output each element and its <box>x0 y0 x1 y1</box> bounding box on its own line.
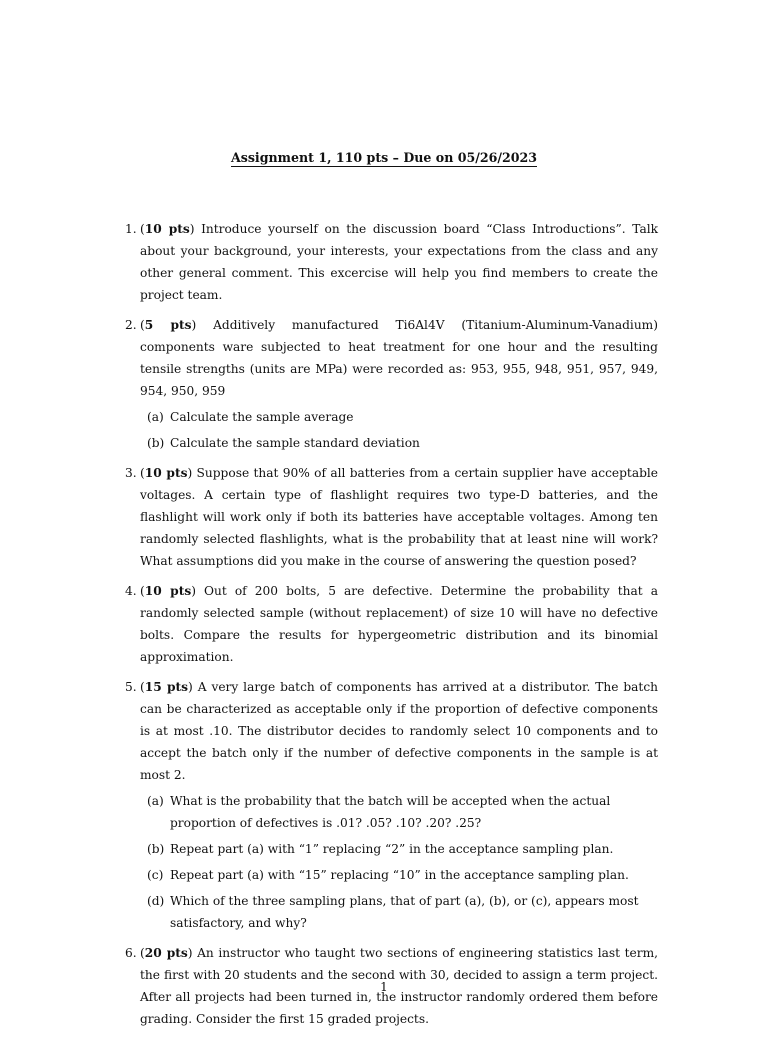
subquestion <box>140 790 658 834</box>
subquestion-label: (a) <box>147 794 164 808</box>
subquestion-list <box>140 790 658 934</box>
subquestion <box>140 432 658 454</box>
problem-number: 3. <box>125 466 137 480</box>
problem-points: 5 pts <box>144 318 192 332</box>
problem-text: Additively manufactured Ti6Al4V (Titanium-Aluminum-Vanadium) components ware subjected to heat treatment for one hour and the resulting tensile strengths (units are MPa) were recorded as: 953, 955, 948, 951, 957, 949, 954, 950, 959 <box>140 318 658 398</box>
problem-text: A very large batch of components has arrived at a distributor. The batch can be characterized as acceptable only if the proportion of defective components is at most .10. The distributor decides to randomly select 10 components and to accept the batch only if the number of defective components in the sample is at most 2. <box>140 680 658 782</box>
problem-text: Out of 200 bolts, 5 are defective. Determine the probability that a randomly selected sample (without replacement) of size 10 will have no defective bolts. Compare the results for hypergeometric distribution and its binomial approximation. <box>140 584 658 664</box>
problem-text: Suppose that 90% of all batteries from a certain supplier have acceptable voltages. A certain type of flashlight requires two type-D batteries, and the flashlight will work only if both its batteries have acceptable voltages. Among ten randomly selected flashlights, what is the probability that at least nine will work? What assumptions did you make in the course of answering the question posed? <box>140 466 659 568</box>
problem-text: An instructor who taught two sections of engineering statistics last term, the first with 20 students and the second with 30, decided to assign a term project. After all projects had been turned in, the instructor randomly ordered them before grading. Consider the first 15 graded projects. <box>140 946 659 1026</box>
subquestion <box>140 838 658 860</box>
problem-1: 1. (10 pts) Introduce yourself on the discussion board “Class Introductions”. Talk about your background, your interests, your expectations from the class and any other general comment. This excercise will help you find members to create the project team. <box>125 218 658 306</box>
subquestion-text: What is the probability that the batch will be accepted when the actual proportion of defectives is .01? .05? .10? .20? .25? <box>170 794 611 830</box>
subquestion <box>140 864 658 886</box>
problem-points: 10 pts <box>144 466 188 480</box>
problem-text: Introduce yourself on the discussion board “Class Introductions”. Talk about your background, your interests, your expectations from the class and any other general comment. This excercise will help you find members to create the project team. <box>140 222 658 302</box>
subquestion <box>140 406 658 428</box>
problem-points: 15 pts <box>144 680 189 694</box>
subquestion-text: Repeat part (a) with “1” replacing “2” in the acceptance sampling plan. <box>170 842 614 856</box>
problem-4: 4. (10 pts) Out of 200 bolts, 5 are defective. Determine the probability that a randomly selected sample (without replacement) of size 10 will have no defective bolts. Compare the results for hypergeometric distribution and its binomial approximation. <box>125 580 658 668</box>
problem-number: 2. <box>125 318 137 332</box>
problem-6: 6. (20 pts) An instructor who taught two sections of engineering statistics last term, the first with 20 students and the second with 30, decided to assign a term project. After all projects had been turned in, the instructor randomly ordered them before grading. Consider the first 15 graded projects. <box>125 942 658 1030</box>
problem-points: 10 pts <box>144 584 192 598</box>
page-number: 1 <box>380 980 388 994</box>
problem-number: 1. <box>125 222 137 236</box>
assignment-title <box>0 150 768 165</box>
problem-3: 3. (10 pts) Suppose that 90% of all batteries from a certain supplier have acceptable voltages. A certain type of flashlight requires two type-D batteries, and the flashlight will work only if both its batteries have acceptable voltages. Among ten randomly selected flashlights, what is the probability that at least nine will work? What assumptions did you make in the course of answering the question posed? <box>125 462 658 572</box>
subquestion-label: (d) <box>147 894 165 908</box>
problem-5: 5. (15 pts) A very large batch of components has arrived at a distributor. The batch can be characterized as acceptable only if the proportion of defective components is at most .10. The distributor decides to randomly select 10 components and to accept the batch only if the number of defective components in the sample is at most 2. (a) What is the probability that the batch will be accepted when the actual proportion of defectives is .01? .05? .10? .20? .25? (b) Repeat part (a) with “1” replacing “2” in the acceptance sampling plan. (c) Repeat part (a) with “15” replacing “10” in the acceptance sampling plan. (d) Which of the three sampling plans, that of part (a), (b), or (c), appears most satisfactory, and why? <box>125 676 658 934</box>
subquestion-label: (b) <box>147 436 165 450</box>
subquestion <box>140 890 658 934</box>
subquestion-label: (b) <box>147 842 165 856</box>
problem-number: 6. <box>125 946 137 960</box>
problem-2: 2. (5 pts) Additively manufactured Ti6Al4V (Titanium-Aluminum-Vanadium) components ware subjected to heat treatment for one hour and the resulting tensile strengths (units are MPa) were recorded as: 953, 955, 948, 951, 957, 949, 954, 950, 959 (a) Calculate the sample average (b) Calculate the sample standard deviation <box>125 314 658 454</box>
problem-points: 20 pts <box>144 946 188 960</box>
assignment-title-text: Assignment 1, 110 pts – Due on 05/26/2023 <box>230 150 538 165</box>
subquestion-text: Which of the three sampling plans, that of part (a), (b), or (c), appears most satisfactory, and why? <box>170 894 639 930</box>
subquestion-text: Repeat part (a) with “15” replacing “10” in the acceptance sampling plan. <box>170 868 629 882</box>
subquestion-text: Calculate the sample average <box>170 410 354 424</box>
subquestion-text: Calculate the sample standard deviation <box>170 436 420 450</box>
problem-number: 4. <box>125 584 137 598</box>
subquestion-label: (c) <box>147 868 164 882</box>
problem-number: 5. <box>125 680 137 694</box>
subquestion-list <box>140 406 658 454</box>
problem-points: 10 pts <box>144 222 190 236</box>
subquestion-label: (a) <box>147 410 164 424</box>
problem-list <box>125 218 658 1038</box>
